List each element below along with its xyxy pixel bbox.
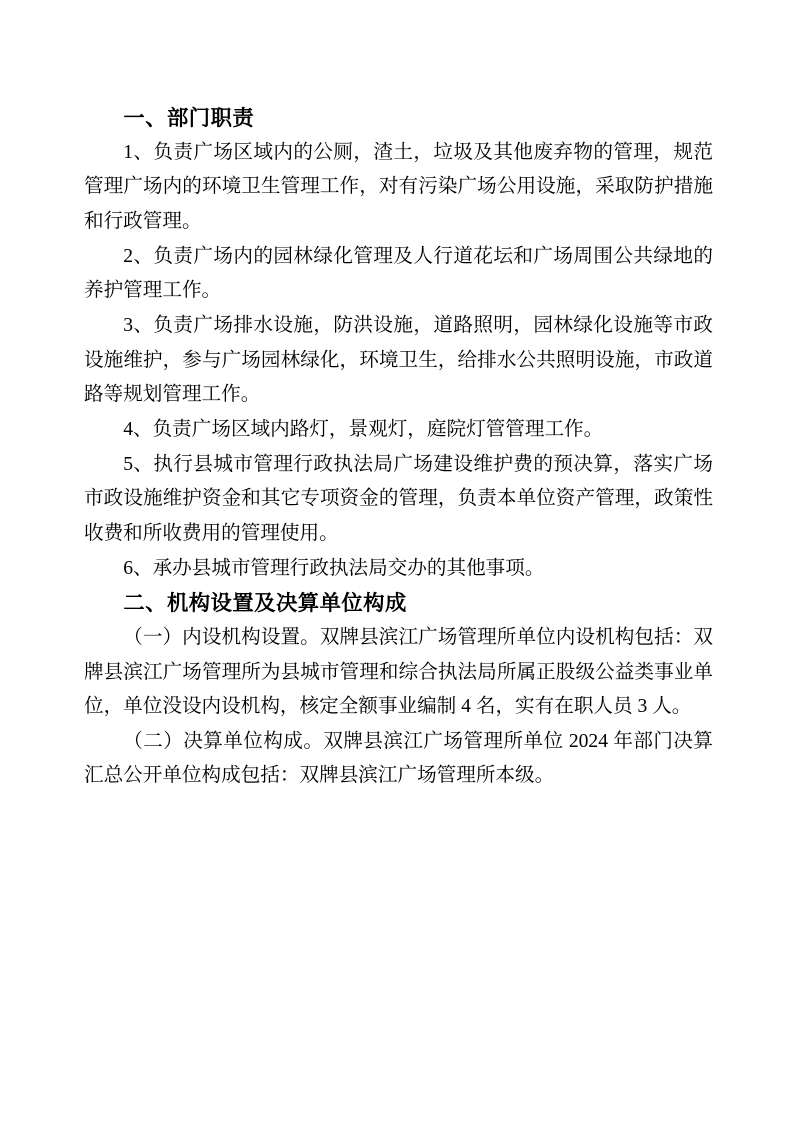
section-heading-department-duties: 一、部门职责 (123, 106, 255, 130)
duty-paragraph-4: 4、负责广场区域内路灯，景观灯，庭院灯管管理工作。 (123, 418, 604, 440)
duty-paragraph-1: 1、负责广场区域内的公厕，渣土，垃圾及其他废弃物的管理，规范管理广场内的环境卫生管理工作，对有污染广场公用设施，采取防护措施和行政管理。 (84, 141, 713, 232)
section-heading-organization-structure: 二、机构设置及决算单位构成 (123, 591, 407, 616)
duty-paragraph-6: 6、承办县城市管理行政执法局交办的其他事项。 (123, 557, 545, 579)
document-body (84, 101, 713, 794)
duty-paragraph-2: 2、负责广场内的园林绿化管理及人行道花坛和广场周围公共绿地的养护管理工作。 (84, 245, 713, 302)
budget-unit-paragraph: （二）决算单位构成。双牌县滨江广场管理所单位 2024 年部门决算汇总公开单位构成包括：双牌县滨江广场管理所本级。 (84, 730, 713, 787)
org-setup-paragraph: （一）内设机构设置。双牌县滨江广场管理所单位内设机构包括：双牌县滨江广场管理所为县城市管理和综合执法局所属正股级公益类事业单位，单位没设内设机构，核定全额事业编制 4 名，实有在职人员 3 人。 (84, 626, 713, 718)
duty-paragraph-5: 5、执行县城市管理行政执法局广场建设维护费的预决算，落实广场市政设施维护资金和其它专项资金的管理，负责本单位资产管理，政策性收费和所收费用的管理使用。 (84, 453, 713, 544)
duty-paragraph-3: 3、负责广场排水设施，防洪设施，道路照明，园林绿化设施等市政设施维护，参与广场园林绿化，环境卫生，给排水公共照明设施，市政道路等规划管理工作。 (84, 314, 713, 406)
